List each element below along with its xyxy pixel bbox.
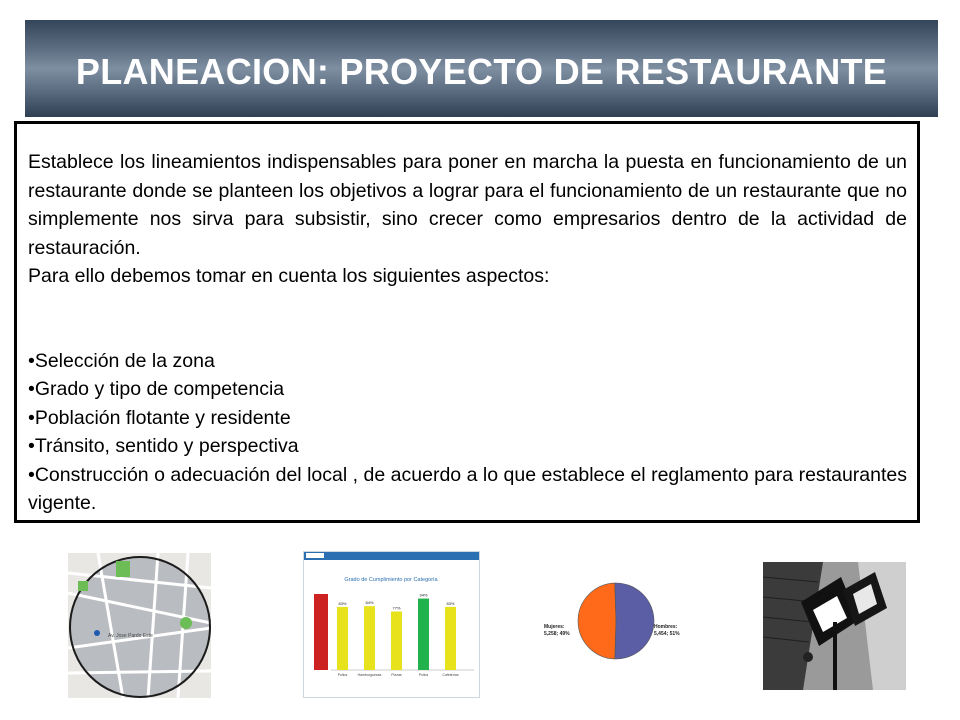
street-signs-photo bbox=[763, 562, 906, 690]
list-item: •Tránsito, sentido y perspectiva bbox=[28, 435, 299, 457]
intro-paragraph: Establece los lineamientos indispensables para poner en marcha la puesta en funcionamiento de un restaurante donde se planteen los objetivos a lograr para el funcionamiento de un restaurante que no simplemente nos sirva para subsistir, sino crecer como empresarios dentro de la actividad de restauración. bbox=[28, 151, 907, 259]
zone-map-image bbox=[68, 553, 211, 698]
content-box bbox=[14, 121, 920, 523]
pie-label-left: Mujeres: bbox=[544, 624, 565, 630]
chart-bar bbox=[391, 611, 402, 670]
chart-bar bbox=[418, 599, 429, 670]
bar-category-label: Pizzas bbox=[391, 673, 402, 677]
title-bar bbox=[25, 20, 938, 117]
list-item: •Construcción o adecuación del local , de acuerdo a lo que establece el reglamento para restaurantes vigente. bbox=[28, 463, 907, 514]
chart-title: Grado de Cumplimiento por Categoría bbox=[344, 577, 438, 583]
bar-value-label: 94% bbox=[419, 592, 428, 598]
population-pie-image bbox=[536, 576, 686, 666]
chart-bar bbox=[445, 607, 456, 670]
chart-bar bbox=[364, 606, 375, 670]
list-item: •Población flotante y residente bbox=[28, 406, 291, 429]
pie-slice bbox=[615, 583, 654, 659]
spacer bbox=[28, 291, 907, 347]
bar-category-label: Hamburguesas bbox=[357, 673, 382, 677]
chart-bar bbox=[337, 607, 348, 670]
pie-sublabel-left: 5,258; 49% bbox=[544, 631, 570, 637]
pie-slice bbox=[578, 583, 616, 659]
bar-category-label: Cafeterías bbox=[442, 673, 459, 677]
list-item: •Grado y tipo de competencia bbox=[28, 378, 285, 400]
lead-paragraph: Para ello debemos tomar en cuenta los siguientes aspectos: bbox=[28, 265, 550, 287]
list-item: •Selección de la zona bbox=[28, 349, 215, 372]
bar-value-label: 83% bbox=[446, 600, 455, 606]
competition-chart-image bbox=[303, 551, 480, 698]
bar-category-label: Pollos bbox=[418, 673, 429, 677]
bar-category-label: Pollos bbox=[337, 673, 348, 677]
reference-bar bbox=[314, 594, 328, 670]
bar-value-label: 77% bbox=[392, 605, 401, 611]
map-street-label: Av. Jose Pardo Este bbox=[108, 633, 153, 639]
pie-label-right: Hombres: bbox=[654, 624, 678, 630]
bar-value-label: 83% bbox=[338, 600, 347, 606]
aspects-list bbox=[28, 347, 907, 518]
pie-sublabel-right: 5,454; 51% bbox=[654, 631, 680, 637]
bar-value-label: 84% bbox=[365, 600, 374, 606]
slide-title: PLANEACION: PROYECTO DE RESTAURANTE bbox=[75, 50, 888, 92]
